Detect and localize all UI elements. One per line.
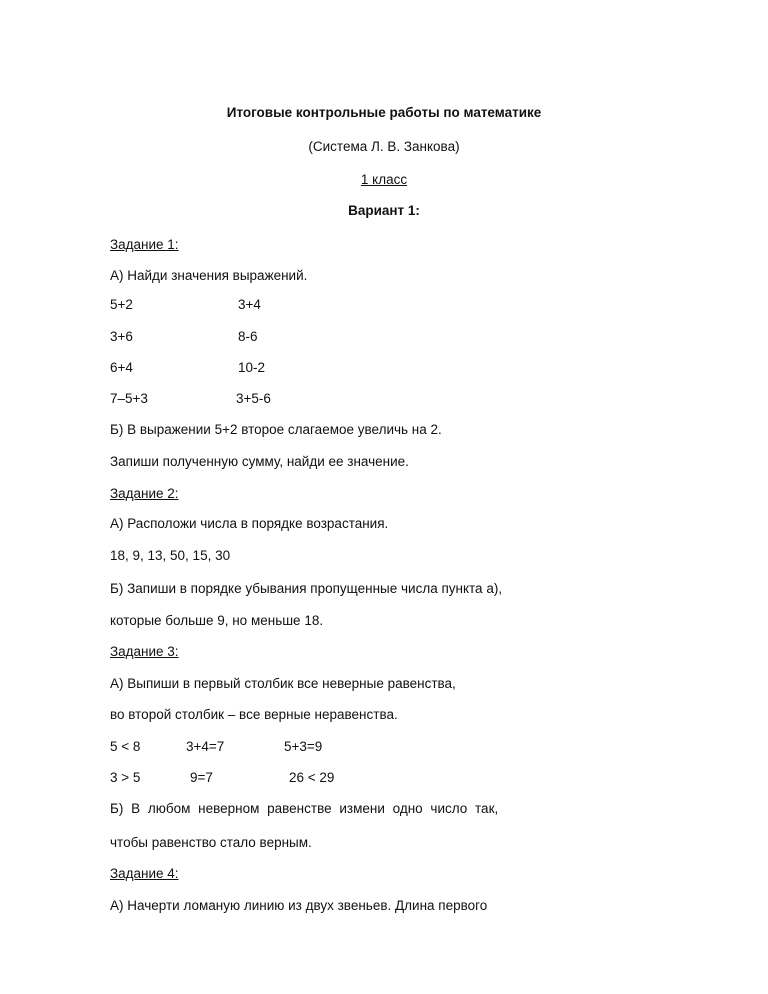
task1-part-a: А) Найди значения выражений. bbox=[110, 268, 308, 283]
variant-label: Вариант 1: bbox=[348, 203, 420, 218]
task3-part-b-continued: чтобы равенство стало верным. bbox=[110, 835, 312, 850]
document-title: Итоговые контрольные работы по математике bbox=[226, 105, 542, 120]
task3-comparison: 9=7 bbox=[190, 770, 213, 785]
task3-part-a-continued: во второй столбик – все верные неравенства. bbox=[110, 707, 398, 722]
grade-label: 1 класс bbox=[360, 172, 408, 187]
task3-part-a: А) Выпиши в первый столбик все неверные равенства, bbox=[110, 676, 456, 691]
task2-numbers: 18, 9, 13, 50, 15, 30 bbox=[110, 548, 231, 563]
system-subtitle: (Система Л. В. Занкова) bbox=[308, 139, 460, 154]
task2-part-b: Б) Запиши в порядке убывания пропущенные числа пункта а), bbox=[110, 581, 503, 596]
task1-expression: 5+2 bbox=[110, 297, 133, 312]
task1-expression: 10-2 bbox=[238, 360, 266, 375]
task1-expression: 6+4 bbox=[110, 360, 133, 375]
task3-comparison: 3+4=7 bbox=[186, 739, 225, 754]
task3-part-b: Б) В любом неверном равенстве измени одно число так, bbox=[110, 801, 499, 816]
task2-heading: Задание 2: bbox=[110, 486, 179, 501]
task1-expression: 7–5+3 bbox=[110, 391, 148, 406]
task2-part-a: А) Расположи числа в порядке возрастания. bbox=[110, 516, 389, 531]
task4-part-a: А) Начерти ломаную линию из двух звеньев. Длина первого bbox=[110, 898, 488, 913]
task3-comparison: 3 > 5 bbox=[110, 770, 141, 785]
task3-comparison: 5+3=9 bbox=[284, 739, 323, 754]
task1-expression: 8-6 bbox=[238, 329, 258, 344]
task2-part-b-continued: которые больше 9, но меньше 18. bbox=[110, 613, 324, 628]
task1-expression: 3+6 bbox=[110, 329, 133, 344]
task3-heading: Задание 3: bbox=[110, 644, 179, 659]
task1-expression: 3+4 bbox=[238, 297, 261, 312]
task1-part-b: Б) В выражении 5+2 второе слагаемое увеличь на 2. bbox=[110, 422, 442, 437]
task4-heading: Задание 4: bbox=[110, 866, 179, 881]
task3-comparison: 5 < 8 bbox=[110, 739, 141, 754]
task1-heading: Задание 1: bbox=[110, 237, 179, 252]
task1-part-b-continued: Запиши полученную сумму, найди ее значение. bbox=[110, 454, 409, 469]
task3-comparison: 26 < 29 bbox=[289, 770, 335, 785]
task1-expression: 3+5-6 bbox=[236, 391, 271, 406]
